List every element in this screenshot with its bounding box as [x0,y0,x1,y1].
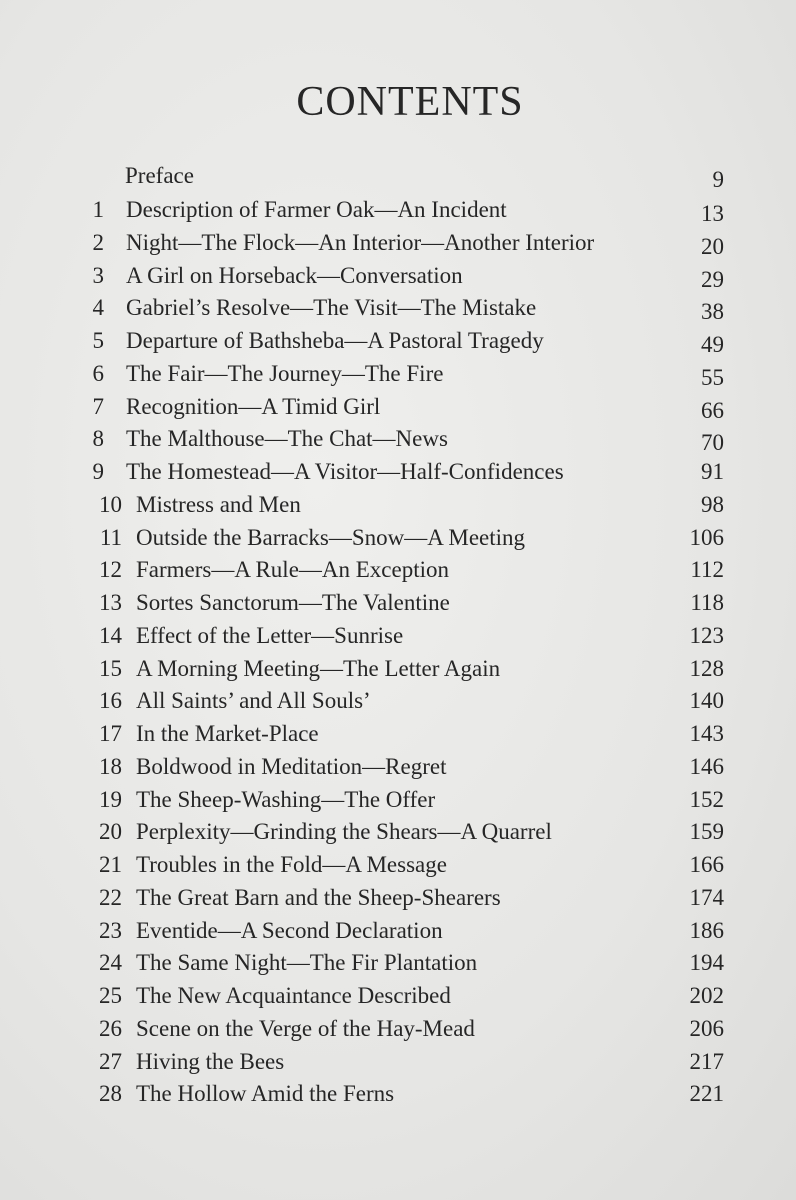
toc-entry-preface [0,160,796,192]
chapter-number: 20 [99,819,122,845]
entry-page: 146 [689,753,724,779]
chapter-number: 15 [99,655,122,681]
entry-page: 29 [701,266,724,292]
entry-page: 9 [712,167,724,192]
chapter-number: 16 [99,688,122,714]
entry-title: Perplexity—Grinding the Shears—A Quarrel [136,819,552,845]
entry-title: All Saints’ and All Souls’ [136,688,371,714]
entry-title: The Malthouse—The Chat—News [126,426,448,452]
toc-entry [0,325,796,357]
toc-entry [0,882,796,914]
entry-title: In the Market-Place [136,721,319,746]
toc-entry [0,456,796,488]
chapter-number: 18 [99,753,122,779]
entry-page: 123 [689,622,724,648]
chapter-number: 25 [99,983,122,1008]
entry-title: Farmers—A Rule—An Exception [136,557,450,583]
chapter-number: 11 [99,524,122,550]
entry-title: Preface [125,163,194,188]
toc-entry [0,194,796,226]
entry-title: Boldwood in Meditation—Regret [136,753,447,779]
entry-page: 152 [689,786,724,812]
chapter-number: 24 [99,950,122,976]
entry-title: Mistress and Men [136,491,301,517]
toc-entry [0,1013,796,1045]
entry-page: 13 [701,201,724,226]
entry-title: Scene on the Verge of the Hay-Mead [136,1015,475,1041]
toc-entry [0,489,796,521]
toc-entry [0,1046,796,1078]
entry-title: Gabriel’s Resolve—The Visit—The Mistake [126,295,537,321]
entry-page: 143 [689,721,724,746]
chapter-number: 4 [92,295,104,321]
entry-title: A Girl on Horseback—Conversation [126,262,463,288]
chapter-number: 13 [99,590,122,615]
chapter-number: 23 [99,917,122,943]
toc-entry [0,947,796,979]
chapter-number: 14 [99,622,122,648]
chapter-number: 12 [99,557,122,583]
entry-page: 49 [701,332,724,357]
entry-page: 166 [689,852,724,877]
toc-entry [0,227,796,259]
entry-title: A Morning Meeting—The Letter Again [136,655,501,681]
entry-page: 202 [689,983,724,1008]
entry-title: Effect of the Letter—Sunrise [136,622,404,648]
chapter-number: 2 [92,229,104,255]
entry-page: 20 [701,233,724,259]
entry-page: 66 [701,397,724,423]
entry-title: Outside the Barracks—Snow—A Meeting [136,524,526,550]
chapter-number: 10 [99,491,122,517]
page-title: CONTENTS [296,79,524,125]
entry-title: The Same Night—The Fir Plantation [136,950,478,976]
toc-entry [0,587,796,619]
toc-entry [0,784,796,816]
chapter-number: 5 [92,328,104,353]
chapter-number: 3 [92,262,104,288]
entry-page: 206 [689,1015,724,1041]
toc-entry [0,260,796,292]
chapter-number: 21 [99,852,122,877]
entry-page: 194 [689,950,724,976]
entry-title: Eventide—A Second Declaration [136,917,443,943]
toc-entry [0,423,796,455]
toc-entry [0,980,796,1012]
toc-entry [0,653,796,685]
entry-page: 55 [701,364,724,390]
entry-title: The Great Barn and the Sheep-Shearers [136,884,501,910]
chapter-number: 6 [92,360,104,386]
entry-title: Troubles in the Fold—A Message [136,852,447,877]
entry-page: 140 [689,688,724,714]
toc-entry [0,522,796,554]
entry-title: The New Acquaintance Described [136,983,451,1008]
toc-entry [0,685,796,717]
chapter-number: 28 [99,1081,122,1107]
entry-page: 174 [689,884,724,910]
toc-entry [0,554,796,586]
entry-title: The Homestead—A Visitor—Half-Confidences [126,459,564,484]
entry-title: Recognition—A Timid Girl [126,393,381,419]
entry-title: Description of Farmer Oak—An Incident [126,197,507,222]
toc-entry [0,849,796,881]
entry-title: The Hollow Amid the Ferns [136,1081,395,1107]
chapter-number: 22 [99,884,122,910]
toc-entry [0,1078,796,1110]
toc-entry [0,751,796,783]
chapter-number: 8 [92,426,104,452]
toc-entry [0,718,796,750]
chapter-number: 26 [99,1015,122,1041]
entry-title: The Sheep-Washing—The Offer [136,786,436,812]
toc-entry [0,292,796,324]
entry-page: 38 [701,299,724,325]
toc-entry [0,358,796,390]
toc-entry [0,816,796,848]
entry-title: Departure of Bathsheba—A Pastoral Tragedy [126,328,544,353]
entry-page: 91 [701,459,724,484]
entry-page: 118 [690,590,724,615]
toc-entry [0,915,796,947]
entry-page: 128 [689,655,724,681]
toc-entry [0,391,796,423]
chapter-number: 19 [99,786,122,812]
entry-page: 159 [689,819,724,845]
entry-page: 98 [701,491,724,517]
entry-title: Night—The Flock—An Interior—Another Interior [126,229,595,255]
entry-page: 112 [690,557,724,583]
entry-page: 70 [701,430,724,456]
chapter-number: 9 [92,459,104,484]
entry-title: The Fair—The Journey—The Fire [126,360,444,386]
chapter-number: 17 [99,721,122,746]
entry-page: 186 [689,917,724,943]
entry-page: 217 [689,1048,724,1074]
chapter-number: 1 [92,197,104,222]
entry-title: Sortes Sanctorum—The Valentine [136,590,450,615]
entry-page: 221 [689,1081,724,1107]
entry-title: Hiving the Bees [136,1048,285,1074]
toc-entry [0,620,796,652]
chapter-number: 7 [92,393,104,419]
entry-page: 106 [689,524,724,550]
chapter-number: 27 [99,1048,122,1074]
